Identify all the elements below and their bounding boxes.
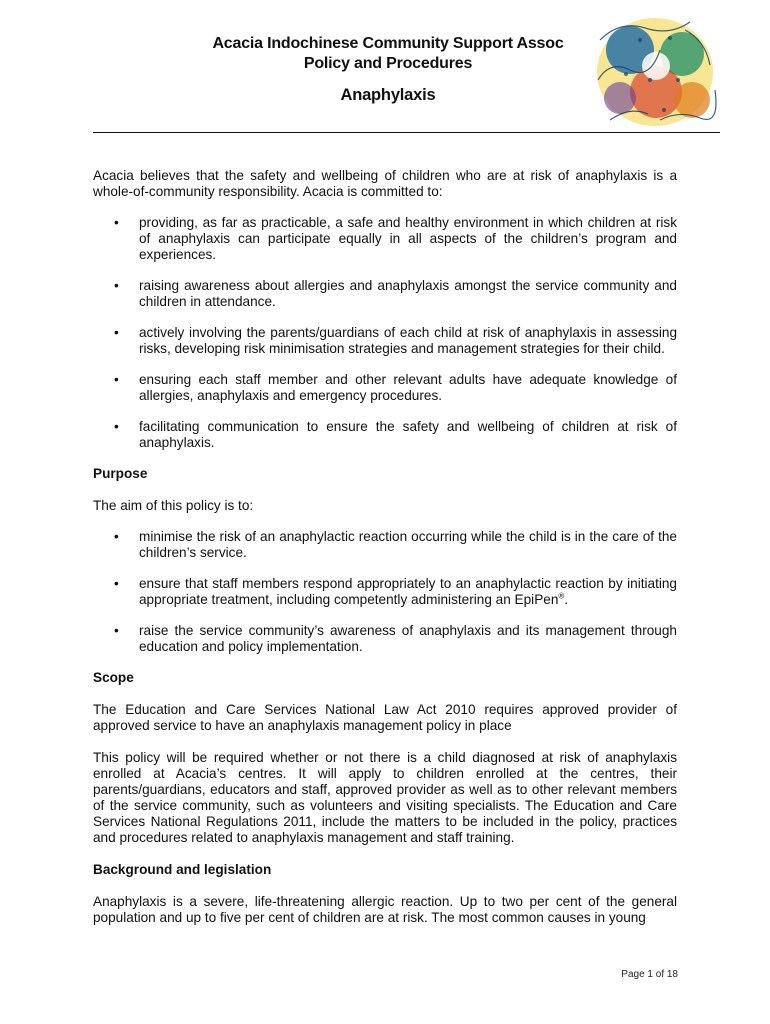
document-subtitle: Policy and Procedures xyxy=(303,55,473,72)
document-title: Anaphylaxis xyxy=(340,86,436,104)
list-item: • providing, as far as practicable, a safe and healthy environment in which children at risk of anaphylaxis can participate equally in all aspects of the children’s program and experiences. xyxy=(114,215,677,262)
bullet: • xyxy=(114,278,119,293)
commitments-list xyxy=(93,215,677,451)
intro-paragraph: Acacia believes that the safety and wellbeing of children who are at risk of anaphylaxis is a whole-of-community responsibility. Acacia is committed to: xyxy=(93,168,677,199)
bullet: • xyxy=(114,576,119,591)
bullet: • xyxy=(114,372,119,387)
document-body xyxy=(93,168,677,926)
purpose-lead: The aim of this policy is to: xyxy=(93,498,254,513)
bullet: • xyxy=(114,529,119,544)
purpose-heading: Purpose xyxy=(93,466,148,481)
bullet: • xyxy=(114,623,119,638)
scope-paragraph-2: This policy will be required whether or not there is a child diagnosed at risk of anaphylaxis enrolled at Acacia’s centres. It will apply to children enrolled at the centres, their parents/guardians, educators and staff, approved provider as well as to other relevant members of the service community, such as volunteers and visiting specialists. The Education and Care Services National Regulations 2011, include the matters to be included in the policy, practices and procedures related to anaphylaxis management and staff training. xyxy=(93,750,677,845)
page-number: Page 1 of 18 xyxy=(621,969,678,980)
purpose-list xyxy=(93,529,677,655)
list-item: • actively involving the parents/guardians of each child at risk of anaphylaxis in assessing risks, developing risk minimisation strategies and management strategies for their child. xyxy=(114,325,677,356)
organization-name: Acacia Indochinese Community Support Assoc xyxy=(212,35,564,52)
bullet: • xyxy=(114,215,119,230)
list-item: • minimise the risk of an anaphylactic reaction occurring while the child is in the care of the children’s service. xyxy=(114,529,677,560)
list-item: • facilitating communication to ensure the safety and wellbeing of children at risk of anaphylaxis. xyxy=(114,419,677,450)
registered-mark: ® xyxy=(558,591,565,601)
background-paragraph-1: Anaphylaxis is a severe, life-threatening allergic reaction. Up to two per cent of the general population and up to five per cent of children are at risk. The most common causes in young xyxy=(93,894,677,925)
list-item: • ensuring each staff member and other relevant adults have adequate knowledge of allergies, anaphylaxis and emergency procedures. xyxy=(114,372,677,403)
list-item: • raising awareness about allergies and anaphylaxis amongst the service community and children in attendance. xyxy=(114,278,677,309)
background-heading: Background and legislation xyxy=(93,862,272,877)
acacia-logo-artwork xyxy=(590,10,720,132)
bullet: • xyxy=(114,325,119,340)
header-divider xyxy=(93,132,720,133)
scope-heading: Scope xyxy=(93,670,134,685)
scope-paragraph-1: The Education and Care Services National Law Act 2010 requires approved provider of approved service to have an anaphylaxis management policy in place xyxy=(93,702,677,733)
bullet: • xyxy=(114,419,119,434)
list-item: • raise the service community’s awareness of anaphylaxis and its management through education and policy implementation. xyxy=(114,623,677,654)
list-item: • ensure that staff members respond appropriately to an anaphylactic reaction by initiating appropriate treatment, including competently administering an EpiPen®. xyxy=(114,576,677,607)
